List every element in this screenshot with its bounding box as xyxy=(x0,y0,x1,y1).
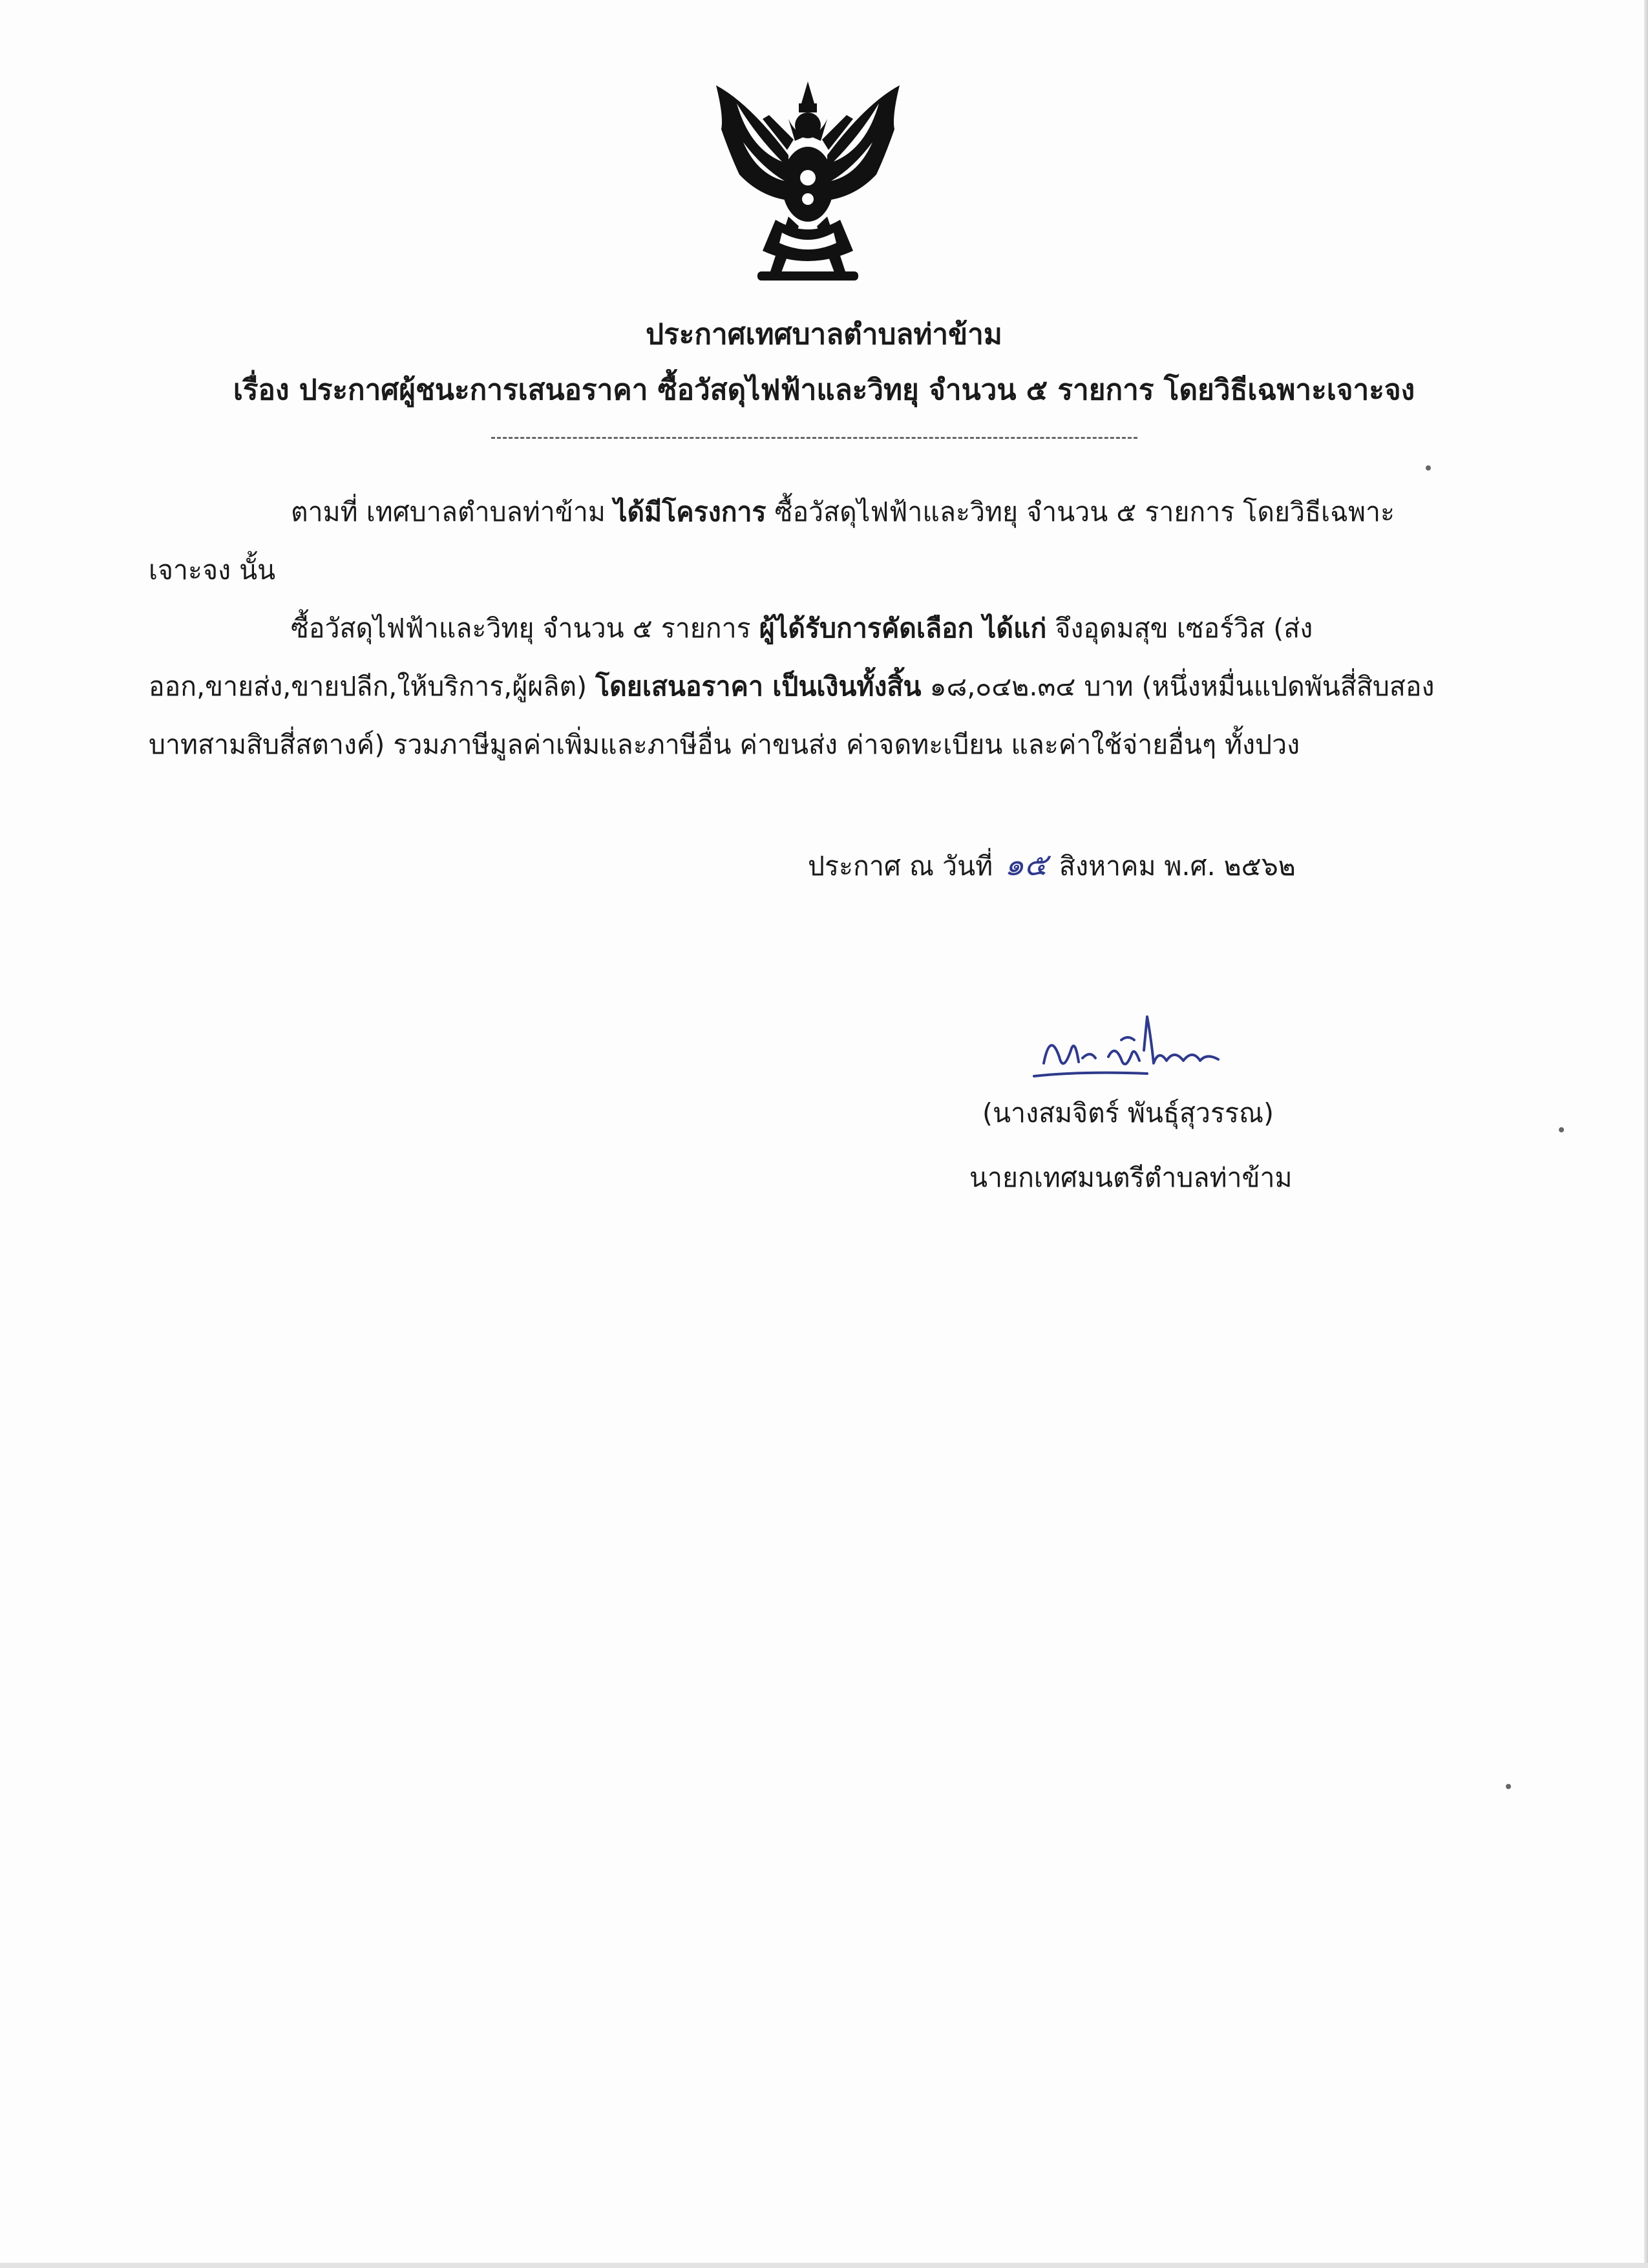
text-run: ตามที่ เทศบาลตำบลท่าข้าม xyxy=(291,496,614,527)
announcement-subject: เรื่อง ประกาศผู้ชนะการเสนอราคา ซื้อวัสดุไฟฟ้าและวิทยุ จำนวน ๕ รายการ โดยวิธีเฉพาะเจาะจง xyxy=(233,374,1415,407)
paragraph-2-line-2 xyxy=(149,666,1435,708)
text-run: จึงอุดมสุข เซอร์วิส (ส่ง xyxy=(1046,613,1313,644)
paragraph-2-line-1 xyxy=(291,608,1313,650)
date-prefix: ประกาศ ณ วันที่ xyxy=(808,851,993,882)
text-run-bold: ผู้ได้รับการคัดเลือก ได้แก่ xyxy=(759,613,1047,644)
paragraph-1-line-2: เจาะจง นั้น xyxy=(149,555,276,586)
scan-edge-bottom xyxy=(0,2263,1648,2268)
garuda-emblem-icon xyxy=(698,78,918,297)
text-run: ซื้อวัสดุไฟฟ้าและวิทยุ จำนวน ๕ รายการ xyxy=(291,613,759,644)
scan-speck xyxy=(1559,1127,1564,1132)
announcement-title: ประกาศเทศบาลตำบลท่าข้าม xyxy=(646,318,1002,351)
paragraph-2-line-3: บาทสามสิบสี่สตางค์) รวมภาษีมูลค่าเพิ่มและภาษีอื่น ค่าขนส่ง ค่าจดทะเบียน และค่าใช้จ่ายอื่นๆ ทั้งปวง xyxy=(149,729,1300,760)
text-run-bold: ได้มีโครงการ xyxy=(613,496,766,527)
text-run: ซื้อวัสดุไฟฟ้าและวิทยุ จำนวน ๕ รายการ โดยวิธีเฉพาะ xyxy=(766,496,1395,527)
scan-speck xyxy=(1426,465,1431,471)
signatory-name: (นางสมจิตร์ พันธุ์สุวรรณ) xyxy=(982,1097,1274,1129)
paragraph-1-line-1 xyxy=(291,491,1395,533)
text-run-bold: โดยเสนอราคา เป็นเงินทั้งสิ้น xyxy=(595,671,922,702)
signatory-position: นายกเทศมนตรีตำบลท่าข้าม xyxy=(969,1162,1293,1193)
text-run: ๑๘,๐๔๒.๓๔ บาท (หนึ่งหมื่นแปดพันสี่สิบสอง xyxy=(921,671,1435,702)
date-month-year: สิงหาคม พ.ศ. ๒๕๖๒ xyxy=(1059,851,1296,882)
dashed-divider xyxy=(491,437,1137,439)
announcement-date xyxy=(808,840,1296,889)
handwritten-day: ๑๕ xyxy=(1004,847,1048,883)
scan-speck xyxy=(1506,1784,1511,1789)
text-run: ออก,ขายส่ง,ขายปลีก,ให้บริการ,ผู้ผลิต) xyxy=(149,671,596,702)
handwritten-signature xyxy=(1031,1012,1238,1096)
